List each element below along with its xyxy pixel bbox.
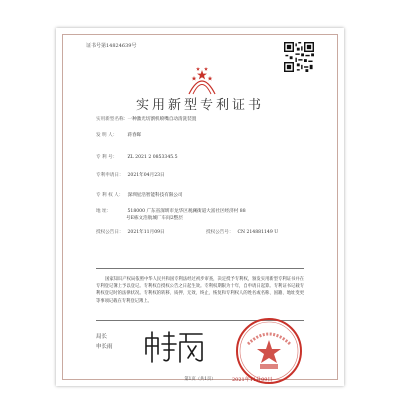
field-value: 蒋春晖 — [127, 133, 142, 138]
divider — [96, 268, 304, 269]
qr-code-icon — [284, 42, 314, 72]
certificate-number: 证书号第14824639号 — [86, 43, 137, 49]
field-grant-date — [96, 229, 165, 235]
patent-office-emblem-icon — [184, 64, 220, 98]
field-label: 专利申请日： — [96, 173, 124, 178]
field-label: 实用新型名称： — [96, 117, 129, 122]
field-value: ZL 2021 2 0853345.5 — [127, 155, 178, 160]
field-value: CN 214881149 U — [237, 230, 279, 235]
field-patent-number — [96, 154, 178, 160]
field-address — [96, 208, 246, 214]
field-value: 2021年04月23日 — [127, 173, 165, 178]
certificate-title: 实用新型专利证书 — [135, 98, 264, 113]
signer-title: 局长 — [96, 334, 108, 340]
field-grant-number — [206, 229, 278, 235]
field-patentee — [96, 192, 183, 198]
field-inventor — [96, 132, 141, 138]
page-footer: 第1页（共1页） — [184, 377, 216, 382]
field-label: 授权公告号： — [206, 230, 234, 235]
field-value: 深圳星浩智能科技有限公司 — [127, 193, 183, 198]
field-utility-model-name — [96, 116, 196, 122]
seal-date: 2021年11月09日 — [232, 377, 273, 383]
field-label: 专 利 号： — [96, 155, 118, 160]
field-address-line2 — [126, 215, 183, 221]
signer-name: 申长雨 — [96, 344, 113, 350]
handwritten-signature — [140, 328, 206, 366]
certificate-body-text: 国家知识产权局依照中华人民共和国专利法经过初步审查，决定授予专利权，颁发实用新型专利证书并在专利登记簿上予以登记。专利权自授权公告之日起生效。专利权期限为十年，自申请日起算。专利证书记载专利权登记时的法律状况。专利权的转移、质押、无效、终止、恢复和专利权人的姓名或名称、国籍、地址变更等事项记载在专利登记簿上。 — [96, 277, 304, 304]
field-value: 号E栋文浩航城厂车间2整层 — [126, 216, 183, 221]
field-value: 2021年11月09日 — [127, 230, 165, 235]
field-label: 专 利 权 人： — [96, 193, 124, 198]
field-application-date — [96, 172, 165, 178]
field-value: 518000 广东省深圳市龙华区观澜街道大富社区经济村 88 — [127, 209, 246, 214]
field-label: 授权公告日： — [96, 230, 124, 235]
field-label: 发 明 人： — [96, 133, 118, 138]
field-label: 地 址： — [96, 209, 112, 214]
field-value: 一种激光切割机喷嘴自动清洗装置 — [127, 117, 197, 122]
certificate-page — [56, 28, 344, 386]
